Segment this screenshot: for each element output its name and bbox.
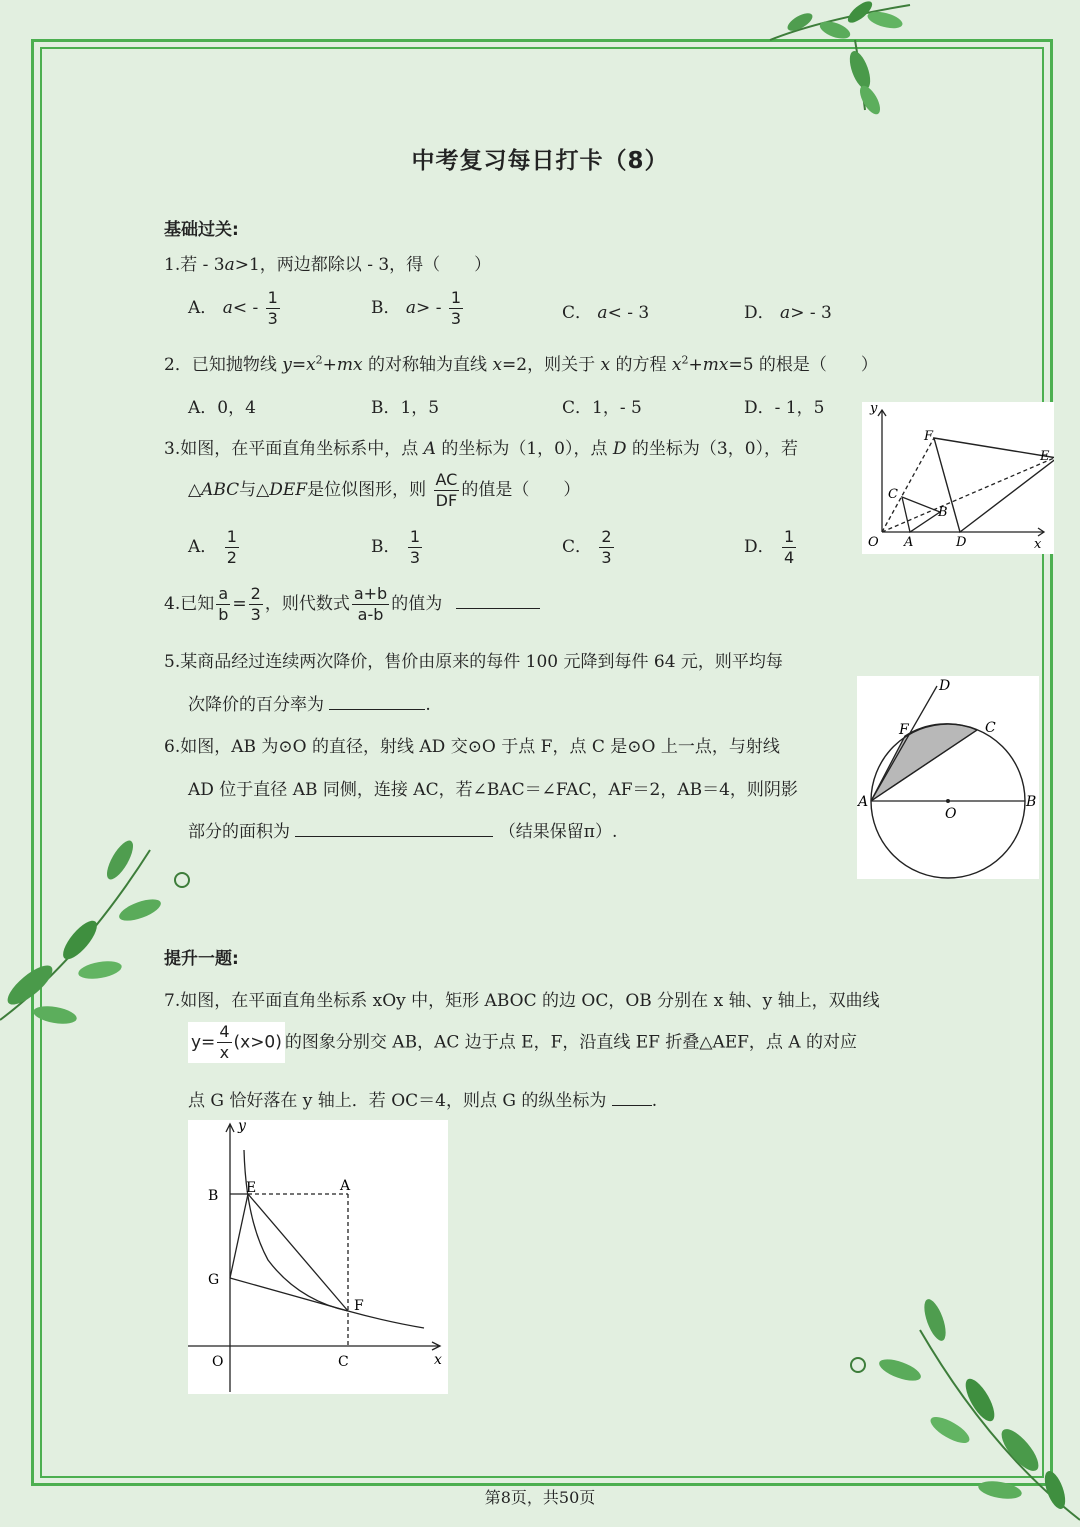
q5-stem-line1: 5.某商品经过连续两次降价，售价由原来的每件 100 元降到每件 64 元，则平均每	[164, 652, 783, 672]
q7-figure	[188, 1120, 448, 1394]
q6-label-b: B	[1026, 794, 1037, 810]
q4-stem: 4.已知 $\frac{a}{b}$ = $\frac{2}{3}$ ，则代数式 $\frac{a+b}{a-b}$ 的值为	[164, 584, 540, 625]
q6-label-c: C	[985, 720, 996, 736]
q6-answer-blank	[295, 822, 493, 837]
q6-stem-line1: 6.如图，AB 为⊙O 的直径，射线 AD 交⊙O 于点 F，点 C 是⊙O 上一点，与射线	[164, 737, 780, 757]
q3-label-a: A	[904, 535, 914, 550]
q1-option-c: C． a< - 3	[562, 303, 650, 323]
q7-stem-line1: 7.如图，在平面直角坐标系 xOy 中，矩形 ABOC 的边 OC，OB 分别在 x 轴、y 轴上，双曲线	[164, 991, 880, 1011]
q7-label-b: B	[208, 1188, 219, 1204]
q7-label-g: G	[208, 1272, 220, 1288]
q5-answer-blank	[329, 695, 425, 710]
q7-label-e: E	[246, 1180, 257, 1196]
q6-label-a: A	[858, 794, 869, 810]
q6-label-o: O	[945, 806, 957, 822]
q3-label-f: F	[924, 429, 934, 444]
q6-label-f: F	[899, 722, 909, 738]
q7-label-a: A	[340, 1178, 351, 1194]
q3-label-y: y	[870, 402, 878, 416]
q7-label-y: y	[238, 1120, 246, 1134]
q3-option-b: B． $\frac{1}{3}$	[371, 527, 421, 567]
q7-stem-line2: y= $\frac{4}{x}$ (x>0) 的图象分别交 AB，AC 边于点 E，F，沿直线 EF 折叠△AEF，点 A 的对应	[188, 1022, 857, 1063]
q6-stem-line2: AD 位于直径 AB 同侧，连接 AC，若∠BAC＝∠FAC，AF＝2，AB＝4，则阴影	[188, 780, 798, 800]
q3-figure	[862, 402, 1054, 554]
section-advanced: 提升一题:	[164, 949, 239, 969]
q3-label-d: D	[956, 535, 967, 550]
q7-label-f: F	[354, 1298, 364, 1314]
q3-option-d: D． $\frac{1}{4}$	[744, 527, 795, 567]
q7-stem-line3: 点 G 恰好落在 y 轴上．若 OC＝4，则点 G 的纵坐标为 .	[188, 1091, 658, 1111]
q6-label-d: D	[939, 678, 951, 694]
q5-stem-line2: 次降价的百分率为 .	[188, 695, 431, 715]
q3-stem-line1: 3.如图，在平面直角坐标系中，点 A 的坐标为（1，0），点 D 的坐标为（3，0），若	[164, 439, 799, 459]
q3-option-a: A． $\frac{1}{2}$	[188, 527, 237, 567]
leaf-decoration-top	[760, 0, 920, 120]
q4-answer-blank	[456, 594, 540, 609]
q3-label-o: O	[868, 535, 879, 550]
q7-label-c: C	[338, 1354, 349, 1370]
q1-option-a: A． a< - $\frac{1}{3}$	[188, 288, 278, 328]
page-title: 中考复习每日打卡（8）	[411, 148, 669, 174]
q2-option-a: A．0，4	[188, 398, 256, 418]
page-footer: 第8页，共50页	[484, 1488, 596, 1507]
q2-option-c: C．1，- 5	[562, 398, 642, 418]
q1-stem: 1.若 - 3a>1，两边都除以 - 3，得（ ）	[164, 255, 492, 275]
q1-option-d: D． a> - 3	[744, 303, 832, 323]
q7-function: y= $\frac{4}{x}$ (x>0)	[188, 1022, 285, 1063]
q3-option-c: C． $\frac{2}{3}$	[562, 527, 612, 567]
q3-label-b: B	[938, 505, 948, 520]
q2-option-b: B．1，5	[371, 398, 440, 418]
q6-figure	[857, 676, 1039, 879]
q7-label-x: x	[434, 1352, 442, 1368]
q7-label-o: O	[212, 1354, 224, 1370]
q3-stem-line2: △ABC与△DEF是位似图形，则 $\frac{AC}{DF}$ 的值是（ ）	[188, 470, 581, 510]
q2-stem: 2．已知抛物线 $y=x^2+mx$ 的对称轴为直线 x=2，则关于 x 的方程 $x^2+mx=5$ 的根是（ ）	[164, 353, 878, 375]
q2-option-d: D．- 1，5	[744, 398, 825, 418]
q3-label-c: C	[888, 487, 898, 502]
q6-stem-line3: 部分的面积为 （结果保留π）.	[188, 822, 618, 842]
q3-label-e: E	[1040, 449, 1050, 464]
q3-label-x: x	[1034, 537, 1042, 552]
q1-option-b: B． a> - $\frac{1}{3}$	[371, 288, 462, 328]
q7-answer-blank	[612, 1091, 652, 1106]
section-basic: 基础过关:	[164, 220, 239, 240]
